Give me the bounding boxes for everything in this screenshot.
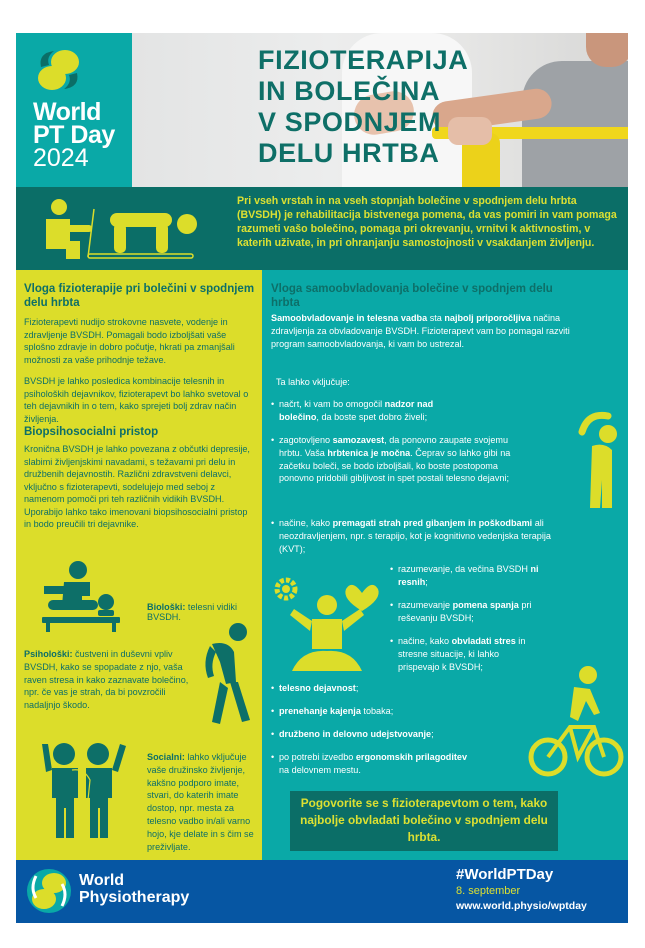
factor-label: Psihološki: (24, 649, 73, 659)
list-item (271, 434, 516, 485)
text: . Čeprav so lahko gibi na začetku boleči, se bodo izboljšali, ko boste postopoma ponovno pridobili gibljivost in spet postali telesno dejavni; (279, 447, 511, 484)
logo-year: 2024 (33, 144, 89, 172)
text: ali neozdravljenjem, npr. s terapijo, kot je kognitivno vedenjska terapija (KVT); (279, 518, 551, 554)
cyclist-icon (528, 665, 624, 783)
text: , da ponovno zaupate svojemu hrbtu. Vaša (279, 435, 509, 458)
title-line: DELU HRTBA (258, 138, 440, 168)
list-item (271, 705, 521, 718)
bold-text: samozavest (332, 435, 385, 445)
intro-text: Pri vseh vrstah in na vseh stopnjah bolečine v spodnjem delu hrbta (BVSDH) je rehabilitacija bistvenega pomena, da vas pomiri in vam pomaga razumeti vašo bolečino, pomaga pri okrevanju, vrnitvi k aktivnostim, v katerih uživate, in pri ohranjanju samostojnosti v vsakdanjem življenju. (237, 195, 617, 249)
intro-band (16, 187, 628, 270)
text: , da boste spet dobro živeli; (316, 411, 428, 422)
list-item (390, 635, 540, 673)
list-item (271, 728, 521, 741)
bold-text: telesno dejavnost (279, 683, 356, 693)
factor-psychological (24, 648, 194, 712)
therapist-patient-exercise-icon (36, 197, 206, 261)
list-item (390, 563, 540, 589)
text: ; (431, 729, 434, 739)
text: po potrebi izvedbo (279, 752, 356, 762)
paragraph: Fizioterapevti nudijo strokovne nasvete, vodenje in zdravljenje BVSDH. Pomagali bodo izboljšati vaše splošno zdravje in dobro počutje, hkrati pa zmanjšali možnosti za vaše prihodnje težave. (24, 317, 235, 365)
world-physiotherapy-logo-icon (26, 868, 72, 914)
section-heading-self-management: Vloga samoobvladovanja bolečine v spodnjem delu hrbta (271, 283, 553, 309)
header-photo (132, 33, 628, 187)
title-line: V SPODNJEM (258, 107, 442, 137)
left-column (16, 270, 262, 852)
massage-table-icon (42, 560, 122, 632)
text: zagotovljeno (279, 435, 333, 445)
footer-strip-teal (262, 852, 628, 860)
right-column (262, 270, 628, 852)
bold-text: družbeno in delovno udejstvovanje (279, 729, 432, 739)
text: razumevanje, da večina BVSDH (398, 564, 531, 574)
event-date: 8. september (456, 885, 521, 897)
hashtag: #WorldPTDay (456, 866, 554, 883)
text: ; (355, 683, 359, 693)
footer-info (456, 866, 587, 913)
logo-pt-day: PT Day (33, 121, 115, 149)
factor-text: telesni vidiki BVSDH. (147, 602, 237, 622)
bold-text: hrbtenica je močna (327, 447, 411, 458)
page-title (258, 45, 468, 169)
bold-text: nadzor nad bolečino (279, 399, 434, 422)
text: načine, kako (398, 636, 452, 646)
bold-text: ni resnih (398, 564, 539, 587)
side-stretch-icon (578, 410, 624, 510)
friends-support-icon (38, 740, 128, 840)
text: ; (425, 576, 428, 587)
list-item (271, 751, 471, 777)
brand-line: Physiotherapy (79, 889, 190, 906)
list-item (390, 599, 540, 625)
text: na delovnem mestu. (279, 764, 361, 775)
footer-strip-lime (16, 852, 262, 860)
back-pain-person-icon (198, 622, 254, 732)
list-item (271, 517, 561, 555)
factor-social (147, 751, 259, 853)
world-pt-day-logo (16, 33, 132, 187)
title-line: IN BOLEČINA (258, 76, 441, 106)
meditation-gear-heart-icon (272, 575, 382, 685)
bold-text: premagati strah pred gibanjem in poškodbami (332, 518, 533, 528)
text: pri reševanju BVSDH; (398, 600, 532, 623)
brand-line: World (79, 872, 125, 889)
section-heading-physio-role: Vloga fizioterapije pri bolečini v spodnjem delu hrbta (24, 283, 255, 309)
self-management-intro (271, 312, 571, 350)
bold-text: obvladati stres (451, 636, 516, 646)
text: načine, kako (279, 518, 333, 528)
world-pt-day-logo-icon (34, 47, 84, 93)
world-physiotherapy-brand (79, 872, 189, 906)
title-line: FIZIOTERAPIJA (258, 45, 469, 75)
logo-world: World (33, 98, 101, 126)
bold-text: pomena spanja (452, 600, 519, 610)
factor-text: lahko vključuje vaše družinsko življenje, kakšno podporo imate, stvari, do katerih imate dostop, npr. mesta za telesno vadbo in/ali varno hojo, kje delate in s čim se preživljate. (147, 752, 254, 852)
paragraph: BVSDH je lahko posledica kombinacije telesnih in psiholoških dejavnikov, fizioterapevt bo lahko svetoval o teh dejavnikih in o tem, kako sprejeti bolj zdrav način življenja. (24, 376, 249, 424)
text: načina zdravljenja za obvladovanje BVSDH. Fizioterapevt vam bo pomagal razviti program samoobvladovanja, ki vam bo ustrezal. (271, 313, 570, 349)
bold-text: ergonomskih prilagoditev (355, 752, 468, 762)
footer (16, 860, 628, 923)
bold-text: Samoobvladovanje in telesna vadba (271, 313, 428, 323)
factor-label: Socialni: (147, 752, 185, 762)
factor-biological (147, 602, 262, 622)
call-to-action-box: Pogovorite se s fizioterapevtom o tem, kako najbolje obvladati bolečino v spodnjem delu hrbta. (290, 791, 558, 851)
text: načrt, ki vam bo omogočil (279, 399, 385, 409)
poster (16, 33, 628, 915)
paragraph: Kronična BVSDH je lahko povezana z občutki depresije, slabimi življenjskimi navadami, s težavami pri delu in družbenih dejavnostih. Različni zdravstveni delavci, vključno s fizioterapevti, sodelujejo med seboj z namenom pomoči pri teh različnih vidikih BVSDH. Uporabijo lahko tako imenovani biopsihosocialni pristop in bodo preučili tri dejavnike. (24, 444, 250, 529)
section-heading-biopsychosocial: Biopsihosocialni pristop (24, 426, 159, 438)
text: sta (427, 313, 445, 323)
text: tobaka; (360, 706, 394, 716)
list-intro: Ta lahko vključuje: (276, 377, 350, 387)
factor-label: Biološki: (147, 602, 186, 612)
text: razumevanje (398, 600, 453, 610)
list-item (271, 398, 461, 424)
factor-text: čustveni in duševni vpliv BVSDH, kako se spopadate z njo, vaša raven stresa in kako zaznavate bolečino, npr. če vas je strah, da bi povzročili nadaljnjo škodo. (24, 649, 189, 711)
bold-text: najbolj priporočljiva (444, 313, 531, 323)
text: in stresne situacije, ki lahko prispevajo k BVSDH; (398, 636, 526, 672)
website-link[interactable]: www.world.physio/wptday (456, 900, 587, 912)
bold-text: prenehanje kajenja (279, 706, 361, 716)
